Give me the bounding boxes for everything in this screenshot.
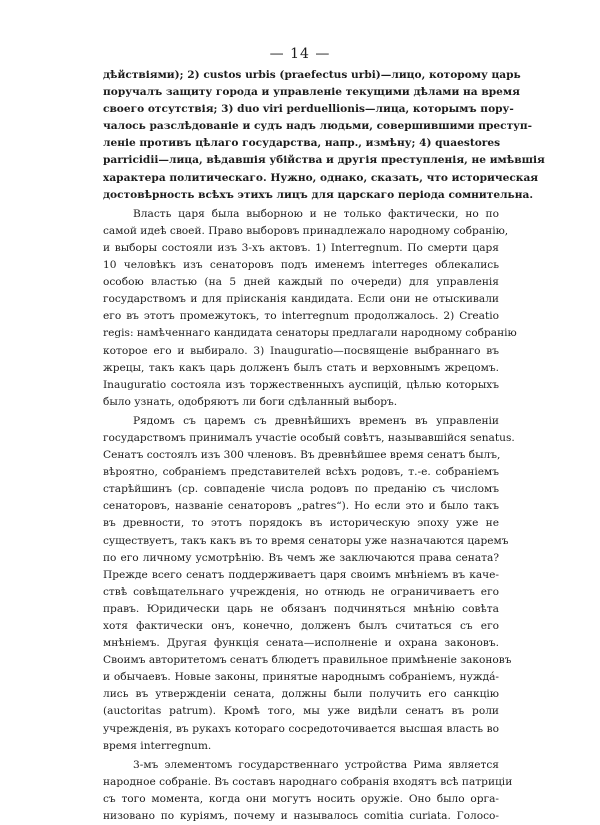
text-line: которое его и выбирало. 3) Inauguratio—посвященіе выбраннаго въ	[103, 344, 499, 357]
text-line: Власть царя была выборною и не только фактически, но по	[133, 207, 499, 220]
text-line: 3-мъ элементомъ государственнаго устройства Рима является	[133, 758, 499, 771]
text-line: сенаторовъ, названіе сенаторовъ „patres“). Но если это и было такъ	[103, 500, 499, 513]
text-line: учрежденія, въ рукахъ котораго сосредоточивается высшая власть во	[103, 722, 499, 735]
text-line: народное собраніе. Въ составъ народнаго собранія входятъ всѣ патриціи	[103, 775, 513, 788]
text-line: дѣйствіями); 2) custos urbis (praefectus urbi)—лицо, которому царь	[103, 69, 521, 81]
text-line: по его личному усмотрѣнію. Въ чемъ же заключаются права сената?	[103, 551, 499, 564]
text-line: и обычаевъ. Новые законы, принятые народнымъ собраніемъ, нуждá-	[103, 671, 499, 684]
text-line: чалось разслѣдованіе и судъ надъ людьми, совершившими преступ-	[103, 120, 533, 133]
body-text	[103, 67, 545, 825]
text-line: его въ этотъ промежутокъ, то interregnum продолжалось. 2) Creatio	[103, 310, 499, 323]
text-line: и выборы состояли изъ 3-хъ актовъ. 1) Interregnum. По смерти царя	[103, 241, 499, 254]
text-line: Inauguratio состояла изъ торжественныхъ ауспицій, цѣлью которыхъ	[103, 378, 499, 391]
paragraph-royal-power	[103, 206, 517, 411]
text-line: достовѣрность всѣхъ этихъ лицъ для царскаго періода сомнительна.	[103, 188, 534, 201]
text-line: жрецы, такъ какъ царь долженъ былъ стать и верховнымъ жрецомъ.	[103, 361, 499, 374]
text-line: характера политическаго. Нужно, однако, сказать, что историческая	[103, 171, 539, 184]
text-line: своего отсутствія; 3) duo viri perduellionis—лица, которымъ пору-	[103, 103, 514, 116]
text-line: старѣйшинъ (ср. совпаденіе числа родовъ по преданію съ числомъ	[103, 483, 499, 496]
text-line: леніе противъ цѣлаго государства, напр., измѣну; 4) quaestores	[103, 137, 501, 150]
text-line: Рядомъ съ царемъ съ древнѣйшихъ временъ въ управленіи	[133, 414, 499, 427]
text-line: Своимъ авторитетомъ сенатъ блюдетъ правильное примѣненіе законовъ	[103, 654, 512, 667]
text-line: низовано по куріямъ, почему и называлось comitia curiata. Голосо-	[103, 810, 499, 823]
text-line: правъ. Юридически царь не обязанъ подчиняться мнѣнію совѣта	[103, 602, 499, 615]
text-line: parricidii—лица, вѣдавшія убійства и другія преступленія, не имѣвшія	[103, 154, 545, 167]
text-line: 10 человѣкъ изъ сенаторовъ подъ именемъ interreges облекались	[103, 259, 499, 272]
text-line: было узнать, одобряютъ ли боги сдѣланный выборъ.	[103, 395, 398, 408]
text-line: Сенатъ состоялъ изъ 300 членовъ. Въ древнѣйшее время сенатъ былъ,	[103, 449, 501, 462]
text-line: поручалъ защиту города и управленіе текущими дѣлами на время	[103, 86, 520, 99]
text-line: государствомъ принималъ участіе особый совѣтъ, называвшійся senatus.	[103, 431, 515, 444]
text-line: особою властью (на 5 дней каждый по очереди) для управленія	[103, 276, 499, 289]
text-line: ствѣ совѣщательнаго учрежденія, но отнюдь не ограничиваетъ его	[103, 585, 499, 598]
text-line: вѣроятно, собраніемъ представителей всѣхъ родовъ, т.-е. собраніемъ	[103, 466, 499, 479]
text-line: время interregnum.	[103, 739, 212, 752]
text-line: самой идеѣ своей. Право выборовъ принадлежало народному собранію,	[103, 224, 509, 237]
text-line: государствомъ и для пріисканія кандидата. Если они не отыскивали	[103, 293, 499, 306]
text-line: съ того момента, когда они могутъ носить оружіе. Оно было орга-	[103, 792, 499, 805]
text-line: хотя фактически онъ, конечно, долженъ былъ считаться съ его	[103, 620, 499, 632]
text-line: regis: намѣченнаго кандидата сенаторы предлагали народному собранію	[103, 327, 517, 340]
text-line: (auctoritas patrum). Кромѣ того, мы уже видѣли сенатъ въ роли	[103, 705, 499, 718]
text-line: мнѣніемъ. Другая функція сената—исполненіе и охрана законовъ.	[103, 637, 499, 650]
text-line: существуетъ, такъ какъ въ то время сенаторы уже назначаются царемъ	[103, 534, 509, 547]
text-line: въ древности, то этотъ порядокъ въ историческую эпоху уже не	[103, 517, 499, 530]
paragraph-officials	[103, 67, 545, 204]
text-line: Прежде всего сенатъ поддерживаетъ царя своимъ мнѣніемъ въ каче-	[103, 568, 499, 581]
page-number: — 14 —	[269, 46, 331, 62]
paragraph-senate	[103, 413, 515, 755]
paragraph-assembly	[103, 757, 513, 825]
text-line: лись въ утвержденіи сената, должны были получить его санкцію	[103, 688, 499, 701]
